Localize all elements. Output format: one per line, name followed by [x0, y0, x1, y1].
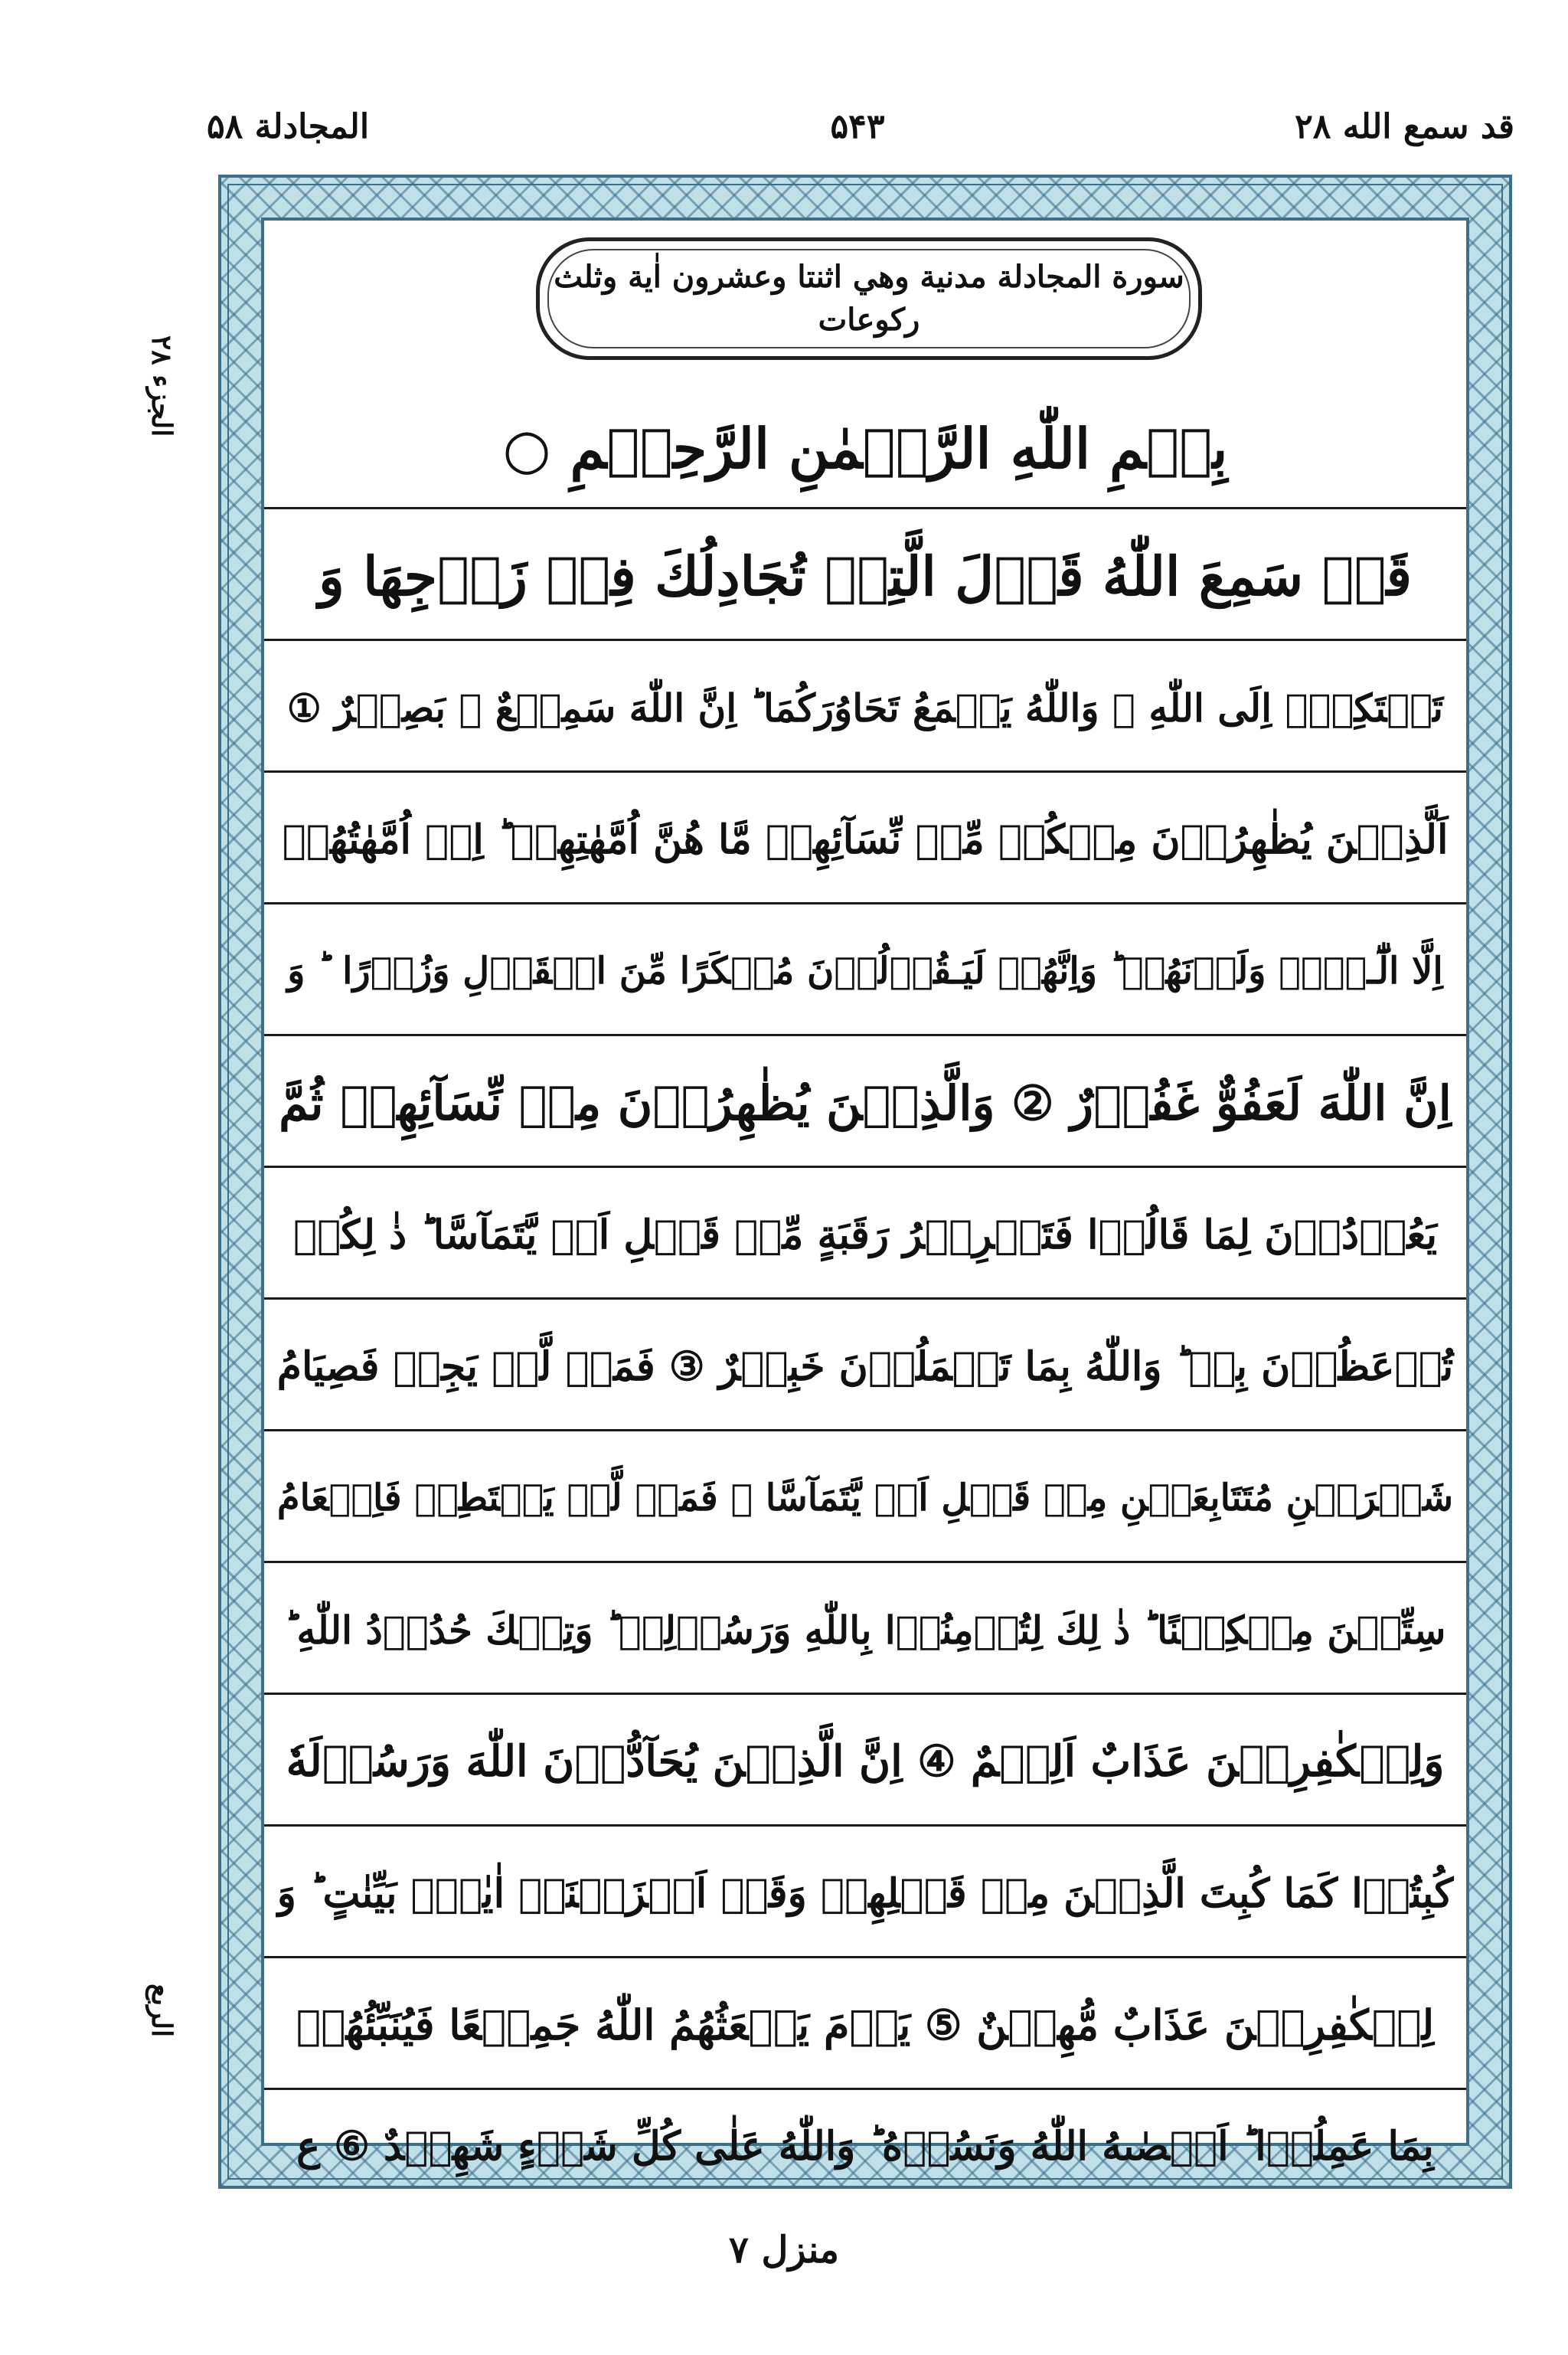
line-rule: [264, 1166, 1466, 1168]
verse-line: سِتِّيۡنَ مِسۡكِيۡنًا ‌ؕ ذٰ لِكَ لِتُؤۡمِنُوۡا بِاللّٰهِ وَرَسُوۡلِهٖ‌ ؕ وَتِلۡكَ حُدُوۡدُ اللّٰهِ‌ ؕ: [284, 1607, 1446, 1653]
bismillah: بِسۡمِ اللّٰهِ الرَّحۡمٰنِ الرَّحِيۡمِ ○: [502, 415, 1228, 481]
line-rule: [264, 902, 1466, 904]
verse-line: تَشۡتَكِىۡۤ اِلَى اللّٰهِ ‌ۖ وَاللّٰهُ يَسۡمَعُ تَحَاوُرَكُمَا ‌ؕ اِنَّ اللّٰهَ سَمِيۡعٌ ۢ بَصِيۡرٌ ①: [286, 685, 1444, 731]
manzil-label: منزل ۷: [728, 2229, 840, 2272]
header-juz-name: قد سمع الله ۲۸: [1295, 107, 1514, 146]
verse-line: كُبِتُوۡا كَمَا كُبِتَ الَّذِيۡنَ مِنۡ قَبۡلِهِمۡ‌ وَقَدۡ اَنۡزَلۡنَاۤ اٰيٰتٍۢ بَيِّنٰتٍ‌ ؕ وَ: [276, 1869, 1454, 1917]
verse-line: شَهۡرَيۡنِ مُتَتَابِعَيۡنِ مِنۡ قَبۡلِ اَنۡ يَّتَمَآسَّا‌ ۚ فَمَنۡ لَّمۡ يَسۡتَطِعۡ فَاِطۡعَامُ: [276, 1477, 1454, 1519]
verse-line: اِلَّا الّٰٓـىِٔۡ وَلَدۡنَهُمۡ‌ ؕ وَاِنَّهُمۡ لَيَـقُوۡلُوۡنَ مُنۡكَرًا مِّنَ الۡقَوۡلِ وَزُوۡرًا ‌ ؕ وَ: [287, 950, 1443, 993]
line-rule: [264, 770, 1466, 773]
header-surah-name: المجادلة ۵۸: [207, 107, 370, 146]
verse-line: اَلَّذِيۡنَ يُظٰهِرُوۡنَ مِنۡكُمۡ مِّنۡ نِّسَآئِهِمۡ مَّا هُنَّ اُمَّهٰتِهِمۡ‌ ؕ اِنۡ اُمَّهٰتُهُمۡ: [282, 816, 1449, 863]
margin-ruku-marker: الربع: [145, 1983, 178, 2037]
line-rule: [264, 1693, 1466, 1695]
line-rule: [264, 1429, 1466, 1431]
line-rule: [264, 1297, 1466, 1300]
line-rule: [264, 1034, 1466, 1036]
surah-heading: سورة المجادلة مدنية وهي اثنتا وعشرون اٰية وثلث ركوعات: [554, 259, 1184, 338]
verse-line: قَدۡ سَمِعَ اللّٰهُ قَوۡلَ الَّتِىۡ تُجَادِلُكَ فِىۡ زَوۡجِهَا وَ: [318, 544, 1412, 608]
line-rule: [264, 1824, 1466, 1827]
verse-line: وَلِلۡكٰفِرِيۡنَ عَذَابٌ اَلِيۡمٌ ④ اِنَّ الَّذِيۡنَ يُحَآدُّوۡنَ اللّٰهَ وَرَسُوۡلَهٗ: [286, 1736, 1445, 1787]
line-rule: [264, 507, 1466, 509]
verse-line: بِمَا عَمِلُوۡا‌ ؕ اَحۡصٰٮهُ اللّٰهُ وَنَسُوۡهُ‌ ؕ وَاللّٰهُ عَلٰى كُلِّ شَىۡءٍ شَهِيۡدٌ ⑥ ع: [296, 2122, 1434, 2170]
surah-heading-cartouche: [536, 237, 1202, 360]
verse-line: يَعُوۡدُوۡنَ لِمَا قَالُوۡا فَتَحۡرِيۡرُ رَقَبَةٍ مِّنۡ قَبۡلِ اَنۡ يَّتَمَآسَّا‌ ؕ ذٰ لِكُمۡ: [292, 1211, 1438, 1258]
line-rule: [264, 639, 1466, 641]
page-number: ۵۴۳: [830, 107, 885, 146]
verse-line: لِلۡكٰفِرِيۡنَ عَذَابٌ مُّهِيۡنٌ ⑤ يَوۡمَ يَبۡعَثُهُمُ اللّٰهُ جَمِيۡعًا فَيُنَبِّئُهُمۡ: [296, 2000, 1435, 2049]
verse-line: اِنَّ اللّٰهَ لَعَفُوٌّ غَفُوۡرٌ ② وَالَّذِيۡنَ يُظٰهِرُوۡنَ مِنۡ نِّسَآئِهِمۡ ثُمَّ: [279, 1074, 1452, 1131]
line-rule: [264, 1956, 1466, 1958]
line-rule: [264, 1561, 1466, 1563]
line-rule: [264, 2088, 1466, 2090]
verse-line: تُوۡعَظُوۡنَ بِهٖ‌ ؕ وَاللّٰهُ بِمَا تَعۡمَلُوۡنَ خَبِيۡرٌ ③ فَمَنۡ لَّمۡ يَجِدۡ فَصِيَامُ: [276, 1343, 1454, 1390]
margin-juz-label: الجزء ۲۸: [145, 335, 178, 437]
